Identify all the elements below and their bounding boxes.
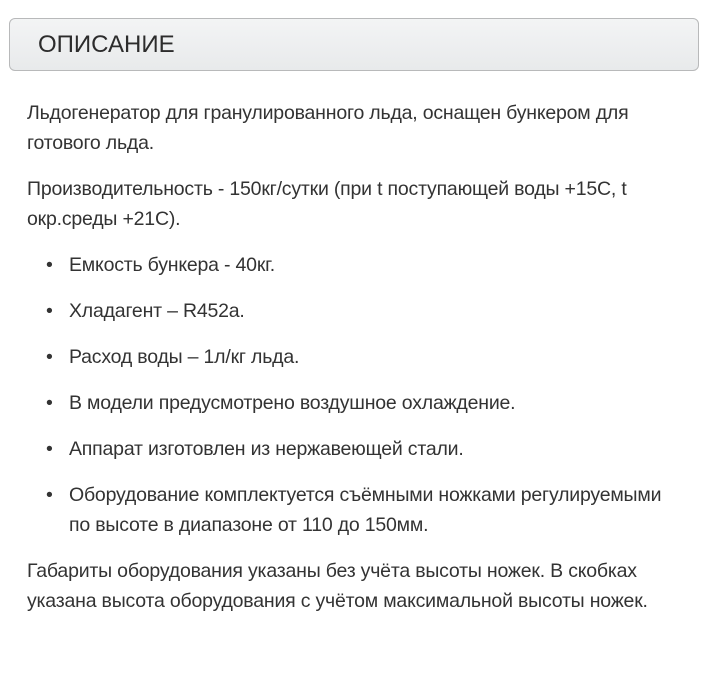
bullet-icon: • — [46, 484, 53, 506]
bullet-icon: • — [46, 254, 53, 276]
dimensions-note-paragraph: Габариты оборудования указаны без учёта высоты ножек. В скобках указана высота оборудования с учётом максимальной высоты ножек. — [27, 560, 648, 612]
feature-text: Хладагент – R452a. — [69, 300, 245, 322]
feature-text: Оборудование комплектуется съёмными ножками регулируемыми по высоте в диапазоне от 110 до 150мм. — [69, 484, 662, 536]
intro-paragraph: Льдогенератор для гранулированного льда, оснащен бункером для готового льда. — [27, 102, 629, 154]
feature-text: Расход воды – 1л/кг льда. — [69, 346, 300, 368]
bullet-icon: • — [46, 300, 53, 322]
description-section-header[interactable] — [9, 18, 699, 71]
feature-text: В модели предусмотрено воздушное охлаждение. — [69, 392, 516, 414]
bullet-icon: • — [46, 438, 53, 460]
list-item — [27, 388, 687, 418]
list-item — [27, 342, 687, 372]
list-item — [27, 434, 687, 464]
list-item — [27, 250, 687, 280]
feature-text: Емкость бункера - 40кг. — [69, 254, 275, 276]
bullet-icon: • — [46, 392, 53, 414]
performance-paragraph: Производительность - 150кг/сутки (при t поступающей воды +15С, t окр.среды +21С). — [27, 178, 627, 230]
list-item — [27, 296, 687, 326]
bullet-icon: • — [46, 346, 53, 368]
feature-text: Аппарат изготовлен из нержавеющей стали. — [69, 438, 464, 460]
feature-list — [27, 250, 687, 540]
list-item — [27, 480, 687, 540]
section-title: ОПИСАНИЕ — [38, 31, 175, 58]
description-content — [27, 98, 687, 632]
